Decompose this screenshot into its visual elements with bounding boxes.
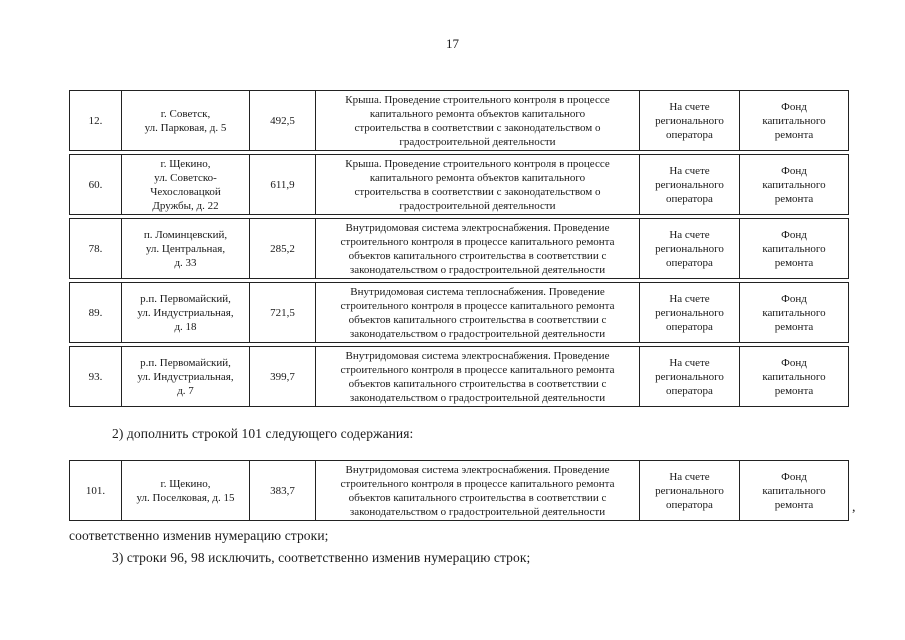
row-work-description-line: Крыша. Проведение строительного контроля в процессе [345,157,610,170]
row-address-line: Дружбы, д. 22 [152,199,219,212]
row-fund-line: ремонта [774,128,814,141]
row-address-line: ул. Советско- [154,171,217,184]
row-account-line: На счете [669,292,710,305]
table-row [70,155,849,215]
row-account-line: регионального [655,306,724,319]
row-number: 60. [70,155,122,215]
row-fund-line: Фонд [781,228,807,241]
row-work-description [316,283,640,343]
row-work-description [316,91,640,151]
row-fund [740,219,849,279]
table-row [70,347,849,407]
row-area: 383,7 [250,461,316,521]
row-work-description-line: законодательством о градостроительной деятельности [349,263,606,276]
row-fund-line: капитального [762,114,826,127]
row-account-line: На счете [669,164,710,177]
row-fund-line: ремонта [774,192,814,205]
row-area: 492,5 [250,91,316,151]
row-work-description-line: строительного контроля в процессе капитального ремонта [340,235,615,248]
row-work-description-line: законодательством о градостроительной деятельности [349,505,606,518]
row-address-line: Чехословацкой [150,185,221,198]
row-work-description-line: Внутридомовая система электроснабжения. Проведение [345,221,610,234]
row-account-line: На счете [669,470,710,483]
row-fund-line: капитального [762,306,826,319]
row-number: 12. [70,91,122,151]
row-work-description [316,461,640,521]
row-work-description-line: капитального ремонта объектов капитального [369,171,586,184]
row-address-line: ул. Центральная, [145,242,226,255]
row-area: 721,5 [250,283,316,343]
row-account-line: оператора [666,498,713,511]
row-account-line: оператора [666,192,713,205]
row-account-line: регионального [655,242,724,255]
row-account [640,155,740,215]
row-work-description-line: законодательством о градостроительной деятельности [349,327,606,340]
row-fund-line: Фонд [781,100,807,113]
row-account-line: На счете [669,100,710,113]
row-work-description-line: строительного контроля в процессе капитального ремонта [340,299,615,312]
row-fund-line: Фонд [781,164,807,177]
row-address [122,347,250,407]
row-work-description [316,219,640,279]
row-address-line: ул. Парковая, д. 5 [144,121,227,134]
amendment-table-body [70,91,849,407]
row-work-description-line: объектов капитального строительства в соответствии с [348,249,607,262]
row-account-line: регионального [655,484,724,497]
row-fund [740,347,849,407]
row-area: 399,7 [250,347,316,407]
row-fund-line: ремонта [774,498,814,511]
row-work-description-line: Внутридомовая система теплоснабжения. Проведение [350,285,605,298]
row-fund-line: капитального [762,484,826,497]
table-row [70,219,849,279]
row-account-line: регионального [655,370,724,383]
row-work-description-line: строительства в соответствии с законодательством о [354,121,601,134]
paragraph-3: 3) строки 96, 98 исключить, соответственно изменив нумерацию строк; [112,550,531,565]
row-area: 611,9 [250,155,316,215]
row-address-line: п. Ломинцевский, [143,228,228,241]
row-fund-line: Фонд [781,292,807,305]
row-account [640,91,740,151]
new-row-table [69,460,849,521]
row-fund [740,461,849,521]
row-number: 78. [70,219,122,279]
row-account-line: На счете [669,228,710,241]
row-work-description-line: строительного контроля в процессе капитального ремонта [340,477,615,490]
row-account-line: На счете [669,356,710,369]
row-work-description-line: градостроительной деятельности [399,199,556,212]
row-fund [740,91,849,151]
row-fund-line: Фонд [781,470,807,483]
row-address-line: р.п. Первомайский, [140,356,231,369]
row-account-line: регионального [655,178,724,191]
row-fund-line: Фонд [781,356,807,369]
row-address-line: д. 18 [174,320,197,333]
row-address-line: д. 7 [177,384,194,397]
row-fund-line: ремонта [774,320,814,333]
row-account-line: оператора [666,384,713,397]
row-account [640,219,740,279]
trailing-comma: , [852,500,856,515]
table-row [70,283,849,343]
amendment-table [69,90,849,407]
row-work-description-line: строительства в соответствии с законодательством о [354,185,601,198]
row-work-description-line: Внутридомовая система электроснабжения. Проведение [345,463,610,476]
row-account-line: оператора [666,256,713,269]
page-number: 17 [446,36,459,51]
row-work-description-line: объектов капитального строительства в соответствии с [348,491,607,504]
row-fund [740,155,849,215]
row-address-line: д. 33 [174,256,197,269]
table-row [70,91,849,151]
row-work-description [316,155,640,215]
row-account [640,347,740,407]
row-work-description-line: строительного контроля в процессе капитального ремонта [340,363,615,376]
row-address-line: р.п. Первомайский, [140,292,231,305]
paragraph-2: 2) дополнить строкой 101 следующего содержания: [112,426,414,441]
row-address-line: ул. Поселковая, д. 15 [136,491,235,504]
row-address-line: г. Советск, [160,107,211,120]
row-fund-line: ремонта [774,384,814,397]
row-address-line: ул. Индустриальная, [137,306,234,319]
row-account-line: регионального [655,114,724,127]
row-fund-line: капитального [762,370,826,383]
row-number: 101. [70,461,122,521]
row-account [640,461,740,521]
row-fund-line: капитального [762,242,826,255]
row-address-line: ул. Индустриальная, [137,370,234,383]
row-address [122,155,250,215]
row-area: 285,2 [250,219,316,279]
row-account-line: оператора [666,320,713,333]
row-address [122,219,250,279]
row-work-description-line: Внутридомовая система электроснабжения. Проведение [345,349,610,362]
row-work-description-line: Крыша. Проведение строительного контроля в процессе [345,93,610,106]
row-work-description-line: градостроительной деятельности [399,135,556,148]
row-account [640,283,740,343]
row-work-description-line: капитального ремонта объектов капитального [369,107,586,120]
row-work-description [316,347,640,407]
row-account-line: оператора [666,128,713,141]
row-fund [740,283,849,343]
table-row [70,461,849,521]
row-address [122,461,250,521]
row-fund-line: ремонта [774,256,814,269]
row-number: 89. [70,283,122,343]
paragraph-renumber-note: соответственно изменив нумерацию строки; [69,528,329,543]
row-address-line: г. Щекино, [160,477,211,490]
row-address [122,283,250,343]
row-number: 93. [70,347,122,407]
row-fund-line: капитального [762,178,826,191]
row-address [122,91,250,151]
row-address-line: г. Щекино, [160,157,211,170]
row-work-description-line: объектов капитального строительства в соответствии с [348,313,607,326]
row-work-description-line: объектов капитального строительства в соответствии с [348,377,607,390]
row-work-description-line: законодательством о градостроительной деятельности [349,391,606,404]
new-row-table-body [70,461,849,521]
